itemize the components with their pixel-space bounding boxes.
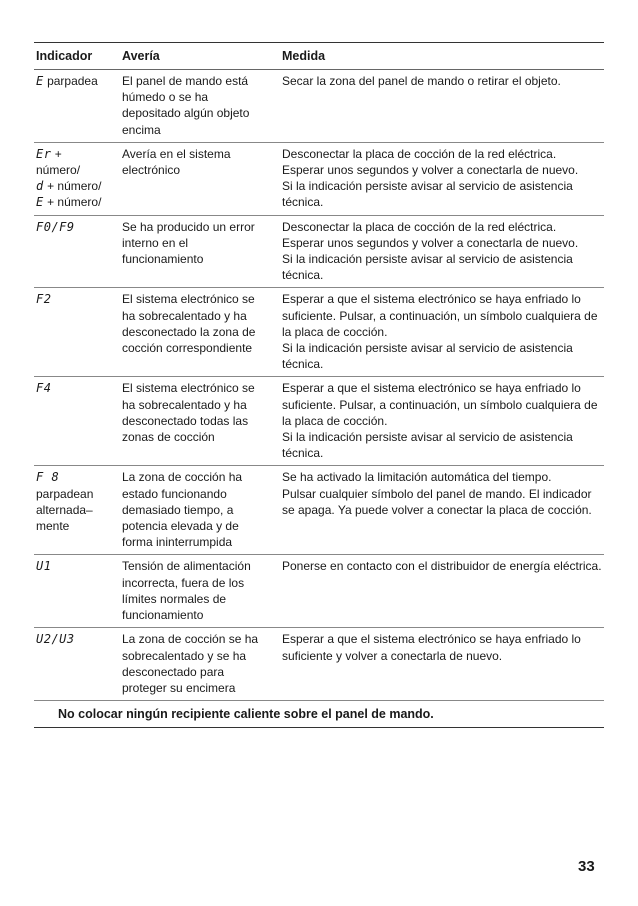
fault-cell: Tensión de alimentación incorrecta, fuera de los límites normales de funcionamiento [120, 555, 280, 628]
display-code: F 8 [36, 470, 60, 485]
measure-line: Desconectar la placa de cocción de la red eléctrica. [282, 146, 557, 161]
indicator-line [36, 502, 118, 518]
display-code: E [36, 74, 44, 88]
measure-line: Esperar a que el sistema electrónico se haya enfriado lo suficiente. Pulsar, a continuación, un símbolo cualquiera de la placa de cocción. [282, 292, 598, 339]
fault-cell: Se ha producido un error interno en el funcionamiento [120, 215, 280, 288]
measure-cell [280, 288, 604, 377]
measure-line: Pulsar cualquier símbolo del panel de mando. El indicador se apaga. Ya puede volver a conectar la placa de cocción. [282, 486, 592, 517]
table-row [34, 288, 604, 377]
indicator-line [36, 469, 118, 485]
indicator-text: alternada– [36, 502, 93, 517]
table-row [34, 70, 604, 143]
display-code: F0/F9 [36, 219, 75, 234]
table-row [34, 555, 604, 628]
measure-line: Desconectar la placa de cocción de la red eléctrica. [282, 219, 557, 234]
warning-note: No colocar ningún recipiente caliente sobre el panel de mando. [34, 701, 604, 728]
indicator-line [36, 162, 118, 178]
indicator-text: mente [36, 519, 70, 534]
measure-cell [280, 70, 604, 143]
display-code: d [36, 179, 44, 194]
measure-cell [280, 142, 604, 215]
indicator-line [36, 486, 118, 502]
indicator-line [36, 73, 118, 89]
table-row [34, 466, 604, 555]
table-header-row [34, 43, 604, 70]
troubleshooting-section [34, 42, 604, 728]
measure-cell [280, 466, 604, 555]
fault-cell: La zona de cocción se ha sobrecalentado y se ha desconectado para proteger su encimera [120, 628, 280, 701]
indicator-line [36, 518, 118, 534]
indicator-line [36, 380, 118, 396]
measure-line: Se ha activado la limitación automática del tiempo. [282, 470, 552, 485]
fault-cell: Avería en el sistema electrónico [120, 142, 280, 215]
table-row [34, 215, 604, 288]
measure-line: Esperar unos segundos y volver a conectarla de nuevo. [282, 163, 579, 178]
display-code: F4 [36, 381, 52, 396]
indicator-cell [34, 555, 120, 628]
measure-line: Si la indicación persiste avisar al servicio de asistencia técnica. [282, 252, 573, 283]
indicator-cell [34, 377, 120, 466]
table-row [34, 628, 604, 701]
indicator-line [36, 219, 118, 235]
indicator-text: parpadea [43, 74, 98, 88]
display-code: Er [36, 146, 52, 161]
header-indicator: Indicador [34, 43, 120, 70]
indicator-text: número/ [36, 163, 81, 178]
measure-line: Esperar a que el sistema electrónico se haya enfriado lo suficiente. Pulsar, a continuación, un símbolo cualquiera de la placa de cocción. [282, 381, 598, 428]
indicator-cell [34, 288, 120, 377]
display-code: E [36, 195, 44, 210]
indicator-text: + número/ [43, 195, 102, 210]
measure-line: Ponerse en contacto con el distribuidor de energía eléctrica. [282, 559, 602, 574]
indicator-cell [34, 70, 120, 143]
fault-cell: El sistema electrónico se ha sobrecalentado y ha desconectado la zona de cocción correspondiente [120, 288, 280, 377]
measure-line: Secar la zona del panel de mando o retirar el objeto. [282, 74, 561, 88]
indicator-text: parpadean [36, 486, 94, 501]
indicator-cell [34, 628, 120, 701]
measure-cell [280, 555, 604, 628]
measure-line: Esperar unos segundos y volver a conectarla de nuevo. [282, 235, 579, 250]
indicator-line [36, 558, 118, 574]
header-fault: Avería [120, 43, 280, 70]
indicator-text: + número/ [43, 179, 102, 194]
indicator-line [36, 194, 118, 210]
display-code: U1 [36, 559, 52, 574]
indicator-cell [34, 142, 120, 215]
measure-cell [280, 377, 604, 466]
fault-table [34, 42, 604, 701]
indicator-line [36, 631, 118, 647]
measure-cell [280, 628, 604, 701]
indicator-cell [34, 215, 120, 288]
indicator-line [36, 291, 118, 307]
fault-cell: La zona de cocción ha estado funcionando demasiado tiempo, a potencia elevada y de forma ininterrumpida [120, 466, 280, 555]
fault-cell: El sistema electrónico se ha sobrecalentado y ha desconectado todas las zonas de cocción [120, 377, 280, 466]
indicator-text: + [51, 146, 62, 161]
measure-line: Si la indicación persiste avisar al servicio de asistencia técnica. [282, 179, 573, 210]
indicator-line [36, 178, 118, 194]
fault-cell: El panel de mando está húmedo o se ha depositado algún objeto encima [120, 70, 280, 143]
indicator-line [36, 146, 118, 162]
indicator-cell [34, 466, 120, 555]
display-code: F2 [36, 292, 52, 307]
measure-line: Si la indicación persiste avisar al servicio de asistencia técnica. [282, 430, 573, 461]
table-row [34, 142, 604, 215]
measure-line: Esperar a que el sistema electrónico se haya enfriado lo suficiente y volver a conectarla de nuevo. [282, 632, 581, 663]
display-code: U2/U3 [36, 632, 75, 647]
table-body [34, 70, 604, 701]
page-number: 33 [578, 858, 595, 875]
header-measure: Medida [280, 43, 604, 70]
measure-line: Si la indicación persiste avisar al servicio de asistencia técnica. [282, 341, 573, 372]
measure-cell [280, 215, 604, 288]
table-row [34, 377, 604, 466]
